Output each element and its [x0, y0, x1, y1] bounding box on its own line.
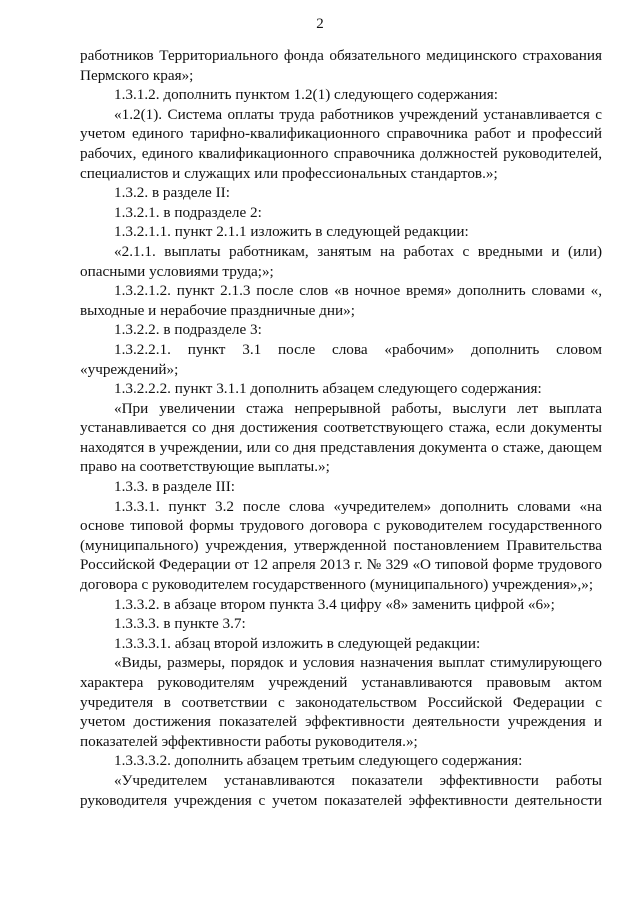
paragraph: работников Территориального фонда обязательного медицинского страхования Пермского края»; — [80, 47, 602, 84]
paragraph: «Виды, размеры, порядок и условия назначения выплат стимулирующего характера руководителям учреждений устанавливаются правовым актом учредителя в соответствии с законодательством Российской Федерации с учетом достижения показателей эффективности деятельности учреждения и показателей эффективности работы руководителя.»; — [80, 654, 602, 750]
paragraph: 1.3.2.1. в подразделе 2: — [114, 203, 262, 221]
paragraph: 1.3.2.1.2. пункт 2.1.3 после слов «в ночное время» дополнить словами «, выходные и нерабочие праздничные дни»; — [80, 282, 602, 319]
paragraph: «При увеличении стажа непрерывной работы, выслуги лет выплата устанавливается со дня достижения соответствующего стажа, если документы находятся в учреждении, или со дня представления документа о стаже, дающем право на соответствующие выплаты.»; — [80, 399, 602, 476]
paragraph: 1.3.3.2. в абзаце втором пункта 3.4 цифру «8» заменить цифрой «6»; — [114, 595, 555, 613]
paragraph: 1.3.2.2. в подразделе 3: — [114, 321, 262, 339]
paragraph: «Учредителем устанавливаются показатели эффективности работы руководителя учреждения с учетом показателей эффективности деятельности — [80, 771, 602, 809]
paragraph: «2.1.1. выплаты работникам, занятым на работах с вредными и (или) опасными условиями труда;»; — [80, 242, 602, 280]
paragraph: 1.3.3.3. в пункте 3.7: — [114, 615, 246, 633]
document-body — [80, 46, 602, 810]
paragraph: 1.3.3. в разделе III: — [114, 478, 235, 496]
paragraph: 1.3.3.3.2. дополнить абзацем третьим следующего содержания: — [114, 752, 523, 770]
paragraph: 1.3.1.2. дополнить пунктом 1.2(1) следующего содержания: — [114, 86, 498, 104]
paragraph: 1.3.2. в разделе II: — [114, 184, 230, 202]
paragraph: «1.2(1). Система оплаты труда работников учреждений устанавливается с учетом единого тарифно-квалификационного справочника работ и профессий рабочих, единого квалификационного справочника должностей руководителей, специалистов и служащих или профессиональных стандартов.»; — [80, 105, 602, 182]
paragraph: 1.3.2.2.2. пункт 3.1.1 дополнить абзацем следующего содержания: — [114, 380, 542, 398]
paragraph: 1.3.2.2.1. пункт 3.1 после слова «рабочим» дополнить словом «учреждений»; — [80, 340, 602, 378]
page-number: 2 — [316, 16, 324, 32]
paragraph: 1.3.3.1. пункт 3.2 после слова «учредителем» дополнить словами «на основе типовой формы трудового договора с руководителем государственного (муниципального) учреждения, утвержденной постановлением Правительства Российской Федерации от 12 апреля 2013 г. № 329 «О типовой форме трудового договора с руководителем государственного (муниципального) учреждения»,»; — [80, 497, 602, 594]
paragraph: 1.3.3.3.1. абзац второй изложить в следующей редакции: — [114, 634, 481, 652]
paragraph: 1.3.2.1.1. пункт 2.1.1 изложить в следующей редакции: — [114, 223, 469, 241]
